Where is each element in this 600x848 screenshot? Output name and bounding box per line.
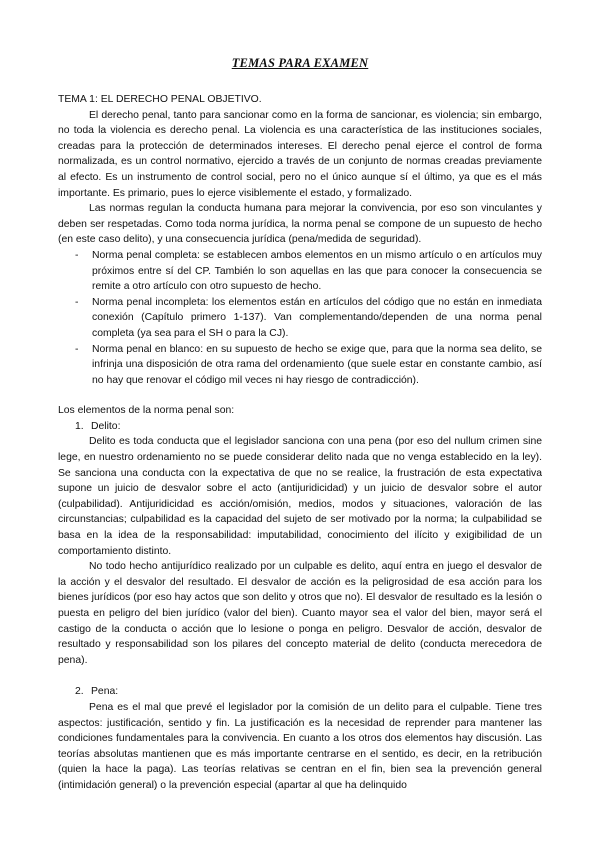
page-title: TEMAS PARA EXAMEN [231,56,369,70]
elements-heading: Los elementos de la norma penal son: [58,405,235,417]
numbered-item-heading [58,419,542,435]
intro-paragraph: El derecho penal, tanto para sancionar como en la forma de sancionar, es violencia; sin embargo, no toda la violencia es derecho penal. La violencia es una característica de las instituciones sociales, creadas para la protección de determinados intereses. El derecho penal ejerce el control de forma normalizada, es un control normativo, ejercido a través de un conjunto de normas creadas previamente al efecto. Es un instrumento de control social, pero no el único aunque sí el último, ya que es el más importante. Es primario, pues lo ejerce visiblemente el estado, y formalizado. [58,109,542,199]
dash-bullet: - [75,249,79,261]
list-item [58,295,542,342]
delito-paragraph: No todo hecho antijurídico realizado por un culpable es delito, aquí entra en juego el desvalor de la acción y el desvalor del resultado. El desvalor de acción es la peligrosidad de esa acción para los bienes jurídicos (por eso hay actos que son delito y otros que no). El desvalor de resultado es la lesión o puesta en peligro del bien jurídico (valor del bien). Cuanto mayor sea el valor del bien, mayor será el castigo de la conducta o acción que lo lesione o ponga en peligro. Desvalor de acción, desvalor de resultado y responsabilidad son los pilares del concepto material de delito (conducta merecedora de pena). [58,561,542,666]
document-body [58,92,542,794]
numbered-item-heading [58,684,542,700]
list-item-text: Norma penal en blanco: en su supuesto de hecho se exige que, para que la norma sea delito, se infrinja una disposición de otra rama del ordenamiento (que suele estar en constante cambio, así no hay que renovar el código mil veces ni hay riesgo de contradicción). [92,343,542,386]
list-item-text: Norma penal incompleta: los elementos están en artículos del código que no están en inmediata conexión (Capítulo primero 1-137). Van complementando/dependen de una norma penal completa (ya sea para el SH o para la CJ). [92,296,542,339]
topic-heading: TEMA 1: EL DERECHO PENAL OBJETIVO. [58,94,262,105]
list-item [58,342,542,389]
list-item-text: Norma penal completa: se establecen ambos elementos en un mismo artículo o en artículos muy próximos entre sí del CP. También lo son aquellas en las que para conocer la consecuencia se remite a otro artículo con otro supuesto de hecho. [92,249,542,293]
norm-types-list [58,248,542,388]
list-item [58,248,542,295]
item-number: 2. [75,686,84,698]
item-label: Pena: [91,686,119,698]
intro-paragraph: Las normas regulan la conducta humana para mejorar la convivencia, por eso son vinculantes y deben ser respetadas. Como toda norma jurídica, la norma penal se compone de un supuesto de hecho (en este caso delito), y una consecuencia jurídica (pena/medida de seguridad). [58,203,542,246]
delito-paragraph: Delito es toda conducta que el legislador sanciona con una pena (por eso del nullum crimen sine lege, en nuestro ordenamiento no se puede considerar delito nada que no venga establecido en la ley). Se sanciona una conducta con la expectativa de que no se realice, la frustración de esta expectativa supone un juicio de desvalor sobre el acto (antijuridicidad) y un juicio de desvalor sobre el autor (culpabilidad). Antijuridicidad es acción/omisión, medios, modos y situaciones, valoración de las circunstancias; culpabilidad es la capacidad del sujeto de ser motivado por la norma; la culpabilidad se basa en la idea de la responsabilidad: imputabilidad, conocimiento del ilícito y exigibilidad de un comportamiento distinto. [58,436,542,557]
pena-paragraph: Pena es el mal que prevé el legislador por la comisión de un delito para el culpable. Tiene tres aspectos: justificación, sentido y fin. La justificación es la necesidad de reprender para mantener las condiciones fundamentales para la convivencia. En cuanto a los otros dos elementos hay discusión. Las teorías absolutas mantienen que es más importante centrarse en el sentido, es decir, en la retribución (quien la hace la paga). Las teorías relativas se centran en el fin, bien sea la prevención general (intimidación general) o la prevención especial (apartar al que ha delinquido [58,701,542,791]
dash-bullet: - [75,343,79,355]
dash-bullet: - [75,296,79,308]
item-number: 1. [75,420,84,432]
item-label: Delito: [91,420,121,432]
